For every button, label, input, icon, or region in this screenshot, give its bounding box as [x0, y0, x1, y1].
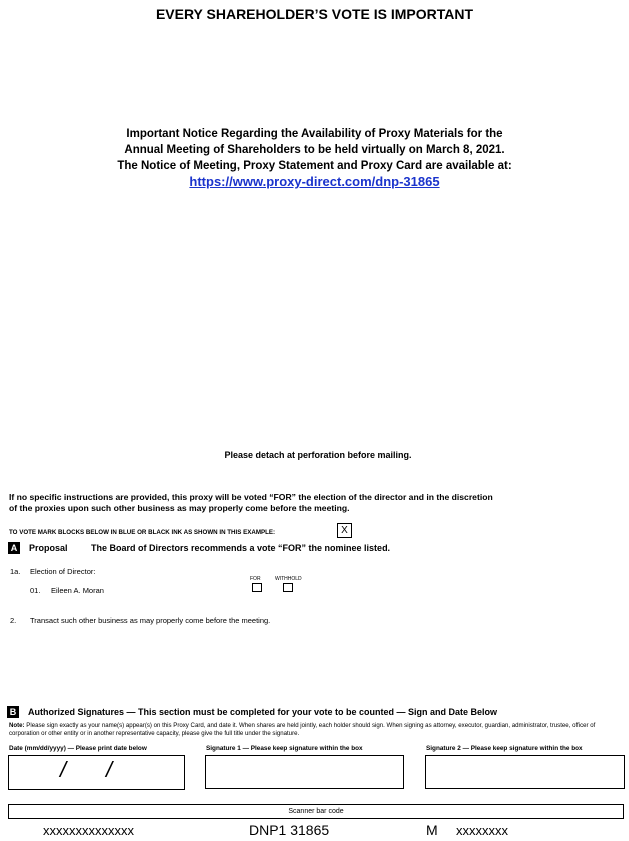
nominee-name: Eileen A. Moran — [51, 586, 104, 595]
signature-2-label: Signature 2 — Please keep signature within the box — [426, 745, 583, 752]
notice-line-2: Annual Meeting of Shareholders to be held virtually on March 8, 2021. — [124, 144, 505, 156]
scanner-bar-code-box: Scanner bar code — [8, 804, 624, 819]
date-label: Date (mm/dd/yyyy) — Please print date below — [9, 745, 147, 752]
notice-line-1: Important Notice Regarding the Availability of Proxy Materials for the — [126, 128, 503, 140]
date-separator: / — [106, 757, 113, 782]
notice-line-3: The Notice of Meeting, Proxy Statement and Proxy Card are available at: — [117, 160, 512, 172]
footer-left-code: xxxxxxxxxxxxxx — [43, 823, 134, 838]
instructions-line-1: If no specific instructions are provided, this proxy will be voted “FOR” the election of the director and in the discretion — [9, 492, 493, 502]
instructions-line-2: of the proxies upon such other business as may properly come before the meeting. — [9, 503, 350, 513]
detach-instruction: Please detach at perforation before mailing. — [224, 450, 412, 460]
proposal-2-number: 2. — [10, 616, 17, 625]
signature-1-field[interactable] — [205, 755, 404, 789]
withhold-checkbox[interactable] — [283, 583, 293, 592]
page-title: EVERY SHAREHOLDER’S VOTE IS IMPORTANT — [155, 6, 474, 22]
proposal-2-text: Transact such other business as may properly come before the meeting. — [30, 616, 271, 625]
note-text: Please sign exactly as your name(s) appear(s) on this Proxy Card, and date it. When shares are held jointly, each holder should sign. When signing as attorney, executor, guardian, administrator, trustee, officer of corporation or other entity or in another representative capacity, please give the full title under the signature. — [9, 722, 596, 737]
section-a-badge: A — [8, 542, 20, 554]
withhold-label: WITHHOLD — [275, 576, 302, 582]
to-vote-instruction: TO VOTE MARK BLOCKS BELOW IN BLUE OR BLACK INK AS SHOWN IN THIS EXAMPLE: — [9, 529, 276, 536]
proposal-1-text: Election of Director: — [30, 567, 96, 576]
proxy-materials-link[interactable]: https://www.proxy-direct.com/dnp-31865 — [189, 174, 440, 189]
voting-instructions — [9, 492, 569, 514]
section-b-title: Authorized Signatures — This section must be completed for your vote to be counted — Sign and Date Below — [28, 707, 498, 717]
proxy-notice — [0, 126, 629, 191]
for-checkbox[interactable] — [252, 583, 262, 592]
section-b-badge: B — [7, 706, 19, 718]
date-field[interactable] — [8, 755, 185, 790]
date-separator: / — [60, 757, 67, 782]
note-label: Note: — [9, 722, 25, 729]
footer-control-code: DNP1 31865 — [249, 822, 330, 838]
for-label: FOR — [250, 576, 261, 582]
footer-right-code: xxxxxxxx — [456, 823, 508, 838]
proposal-1-number: 1a. — [10, 567, 21, 576]
example-mark-box: X — [337, 523, 352, 538]
section-a-title: Proposal — [29, 543, 68, 553]
signature-2-field[interactable] — [425, 755, 625, 789]
signature-1-label: Signature 1 — Please keep signature within the box — [206, 745, 363, 752]
footer-m-letter: M — [426, 822, 438, 838]
board-recommendation: The Board of Directors recommends a vote “FOR” the nominee listed. — [91, 543, 391, 553]
nominee-number: 01. — [30, 586, 41, 595]
signature-note — [9, 722, 621, 737]
